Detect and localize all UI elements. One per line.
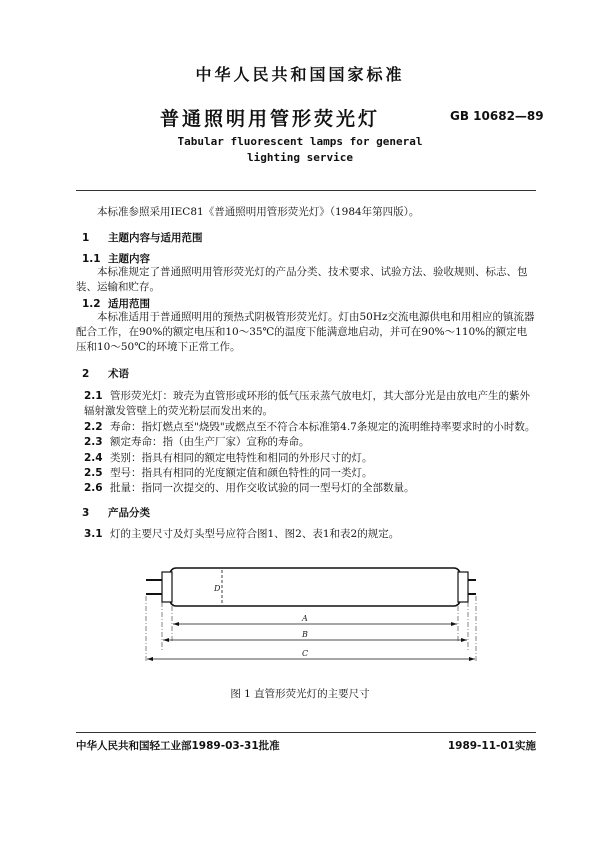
section-1-2-heading [82, 296, 150, 311]
section-1-heading [82, 230, 203, 245]
term-2-1 [84, 389, 536, 419]
term-number: 2.3 [84, 436, 103, 448]
term-2-4 [84, 451, 536, 466]
term-text: 寿命：指灯燃点至"烧毁"或燃点至不符合本标准第4.7条规定的流明维持率要求时的小时数。 [110, 421, 536, 433]
english-title-line1: Tabular fluorescent lamps for general [177, 135, 423, 148]
section-1-number: 1 [82, 232, 90, 244]
section-2-heading [82, 366, 129, 381]
term-number: 2.6 [84, 482, 103, 494]
section-3-number: 3 [82, 507, 90, 519]
section-3-heading [82, 505, 150, 520]
section-3-1 [84, 527, 536, 542]
section-1-2-title: 适用范围 [108, 298, 150, 310]
figure-caption: 图 1 直管形荧光灯的主要尺寸 [230, 688, 370, 700]
section-1-1-heading [82, 251, 150, 266]
term-2-6 [84, 481, 536, 496]
section-1-title: 主题内容与适用范围 [108, 232, 203, 244]
term-number: 2.2 [84, 421, 103, 433]
label-b: B [302, 630, 308, 639]
term-text: 批量：指同一次提交的、用作交收试验的同一型号灯的全部数量。 [110, 482, 415, 494]
section-3-1-text: 灯的主要尺寸及灯头型号应符合图1、图2、表1和表2的规定。 [110, 528, 400, 540]
section-1-1-text: 本标准规定了普通照明用管形荧光灯的产品分类、技术要求、试验方法、验收规则、标志、包装、运输和贮存。 [76, 266, 528, 293]
intro-paragraph: 本标准参照采用IEC81《普通照明用管形荧光灯》（1984年第四版）。 [97, 206, 420, 218]
term-number: 2.4 [84, 452, 103, 464]
term-number: 2.1 [84, 390, 103, 402]
header-divider [76, 190, 536, 191]
section-1-1-title: 主题内容 [108, 253, 150, 265]
english-title [0, 134, 600, 166]
section-3-1-number: 3.1 [84, 528, 103, 540]
label-d: D [214, 584, 221, 593]
label-a: A [302, 614, 308, 623]
lamp-cap-left [162, 572, 172, 602]
term-text: 额定寿命：指（由生产厂家）宣称的寿命。 [110, 436, 310, 448]
label-c: C [302, 649, 309, 658]
standard-title: 中华人民共和国国家标准 [195, 65, 405, 84]
section-1-2-text: 本标准适用于普通照明用的预热式阴极管形荧光灯。灯由50Hz交流电源供电和用相应的镇流器配合工作，在90%的额定电压和10～35℃的温度下能满意地启动，并可在90%～110%的额定电压和10～50℃的环境下正常工作。 [76, 311, 535, 353]
term-2-3 [84, 435, 536, 450]
term-2-5 [84, 466, 536, 481]
term-text: 管形荧光灯：玻壳为直管形或环形的低气压汞蒸气放电灯，其大部分光是由放电产生的紫外辐射激发管壁上的荧光粉层而发出来的。 [84, 390, 530, 417]
lamp-cap-right [458, 572, 468, 602]
approval-line: 中华人民共和国轻工业部1989-03-31批准 [76, 740, 280, 752]
term-2-2 [84, 420, 536, 435]
implementation-date: 1989-11-01实施 [447, 740, 536, 752]
english-title-line2: lighting service [247, 151, 353, 164]
section-2-number: 2 [82, 368, 90, 380]
main-title: 普通照明用管形荧光灯 [160, 108, 381, 130]
section-1-2-number: 1.2 [82, 298, 101, 310]
term-text: 类别：指具有相同的额定电特性和相同的外形尺寸的灯。 [110, 452, 373, 464]
footer-divider [76, 732, 536, 733]
section-2-title: 术语 [108, 368, 129, 380]
figure-lamp-drawing [140, 558, 480, 668]
section-3-title: 产品分类 [108, 507, 150, 519]
section-1-1-number: 1.1 [82, 253, 101, 265]
standard-code: GB 10682—89 [450, 109, 544, 123]
term-text: 型号：指具有相同的光度额定值和颜色特性的同一类灯。 [110, 467, 373, 479]
term-number: 2.5 [84, 467, 103, 479]
